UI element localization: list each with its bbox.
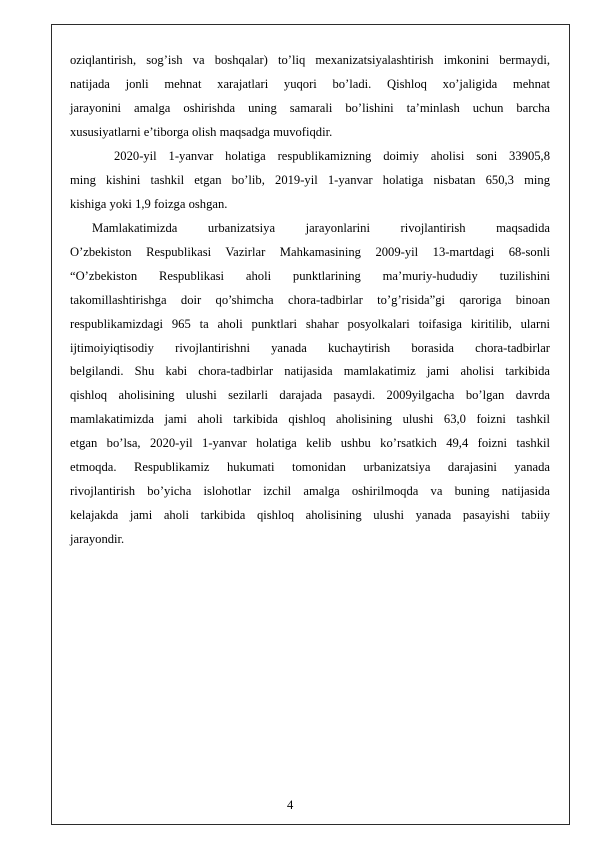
text-line: kelajakda jami aholi tarkibida qishloq aholisining ulushi yanada pasayishi tabiiy [70,507,550,522]
text-line: ijtimoiyiqtisodiy rivojlantirishni yanada kuchaytirish borasida chora-tadbirlar [70,340,550,355]
text-line: xususiyatlarni e’tiborga olish maqsadga muvofiqdir. [70,124,333,139]
text-line: kishiga yoki 1,9 foizga oshgan. [70,196,228,211]
paragraph-1 [70,49,550,145]
text-line: qishloq aholisining ulushi sezilarli darajada pasaydi. 2009yilgacha bo’lgan davrda [70,388,550,403]
text-line: etgan bo’lsa, 2020-yil 1-yanvar holatiga kelib ushbu ko’rsatkich 49,4 foizni tashkil [70,436,550,451]
text-line: etmoqda. Respublikamiz hukumati tomonidan urbanizatsiya darajasini yanada [70,460,550,475]
text-line: “O’zbekiston Respublikasi aholi punktlarining ma’muriy-hududiy tuzilishini [70,268,550,283]
text-line: Mamlakatimizda urbanizatsiya jarayonlarini rivojlantirish maqsadida [92,221,550,235]
text-line: O’zbekiston Respublikasi Vazirlar Mahkamasining 2009-yil 13-martdagi 68-sonli [70,244,550,259]
text-line: belgilandi. Shu kabi chora-tadbirlar natijasida mamlakatimiz jami aholisi tarkibida [70,364,550,379]
paragraph-3 [70,217,550,552]
text-line: ming kishini tashkil etgan bo’lib, 2019-yil 1-yanvar holatiga nisbatan 650,3 ming [70,172,550,187]
text-line: rivojlantirish bo’yicha islohotlar izchil amalga oshirilmoqda va buning natijasida [70,483,550,498]
text-line: mamlakatimizda jami aholi tarkibida qishloq aholisining ulushi 63,0 foizni tashkil [70,412,550,427]
paragraph-2 [70,145,550,217]
text-line: takomillashtirishga doir qo’shimcha chora-tadbirlar to’g’risida”gi qaroriga binoan [70,292,550,307]
page-number: 4 [287,798,294,812]
text-line: jarayondir. [70,531,125,546]
text-line: jarayonini amalga oshirishda uning samarali bo’lishini ta’minlash uchun barcha [70,100,550,115]
text-line: 2020-yil 1-yanvar holatiga respublikamizning doimiy aholisi soni 33905,8 [114,149,550,163]
text-line: oziqlantirish, sog’ish va boshqalar) to’liq mexanizatsiyalashtirish imkonini bermaydi, [70,53,550,67]
text-line: respublikamizdagi 965 ta aholi punktlari shahar posyolkalari toifasiga kiritilib, ularni [70,316,550,331]
text-line: natijada jonli mehnat xarajatlari yuqori bo’ladi. Qishloq xo’jaligida mehnat [70,76,550,91]
